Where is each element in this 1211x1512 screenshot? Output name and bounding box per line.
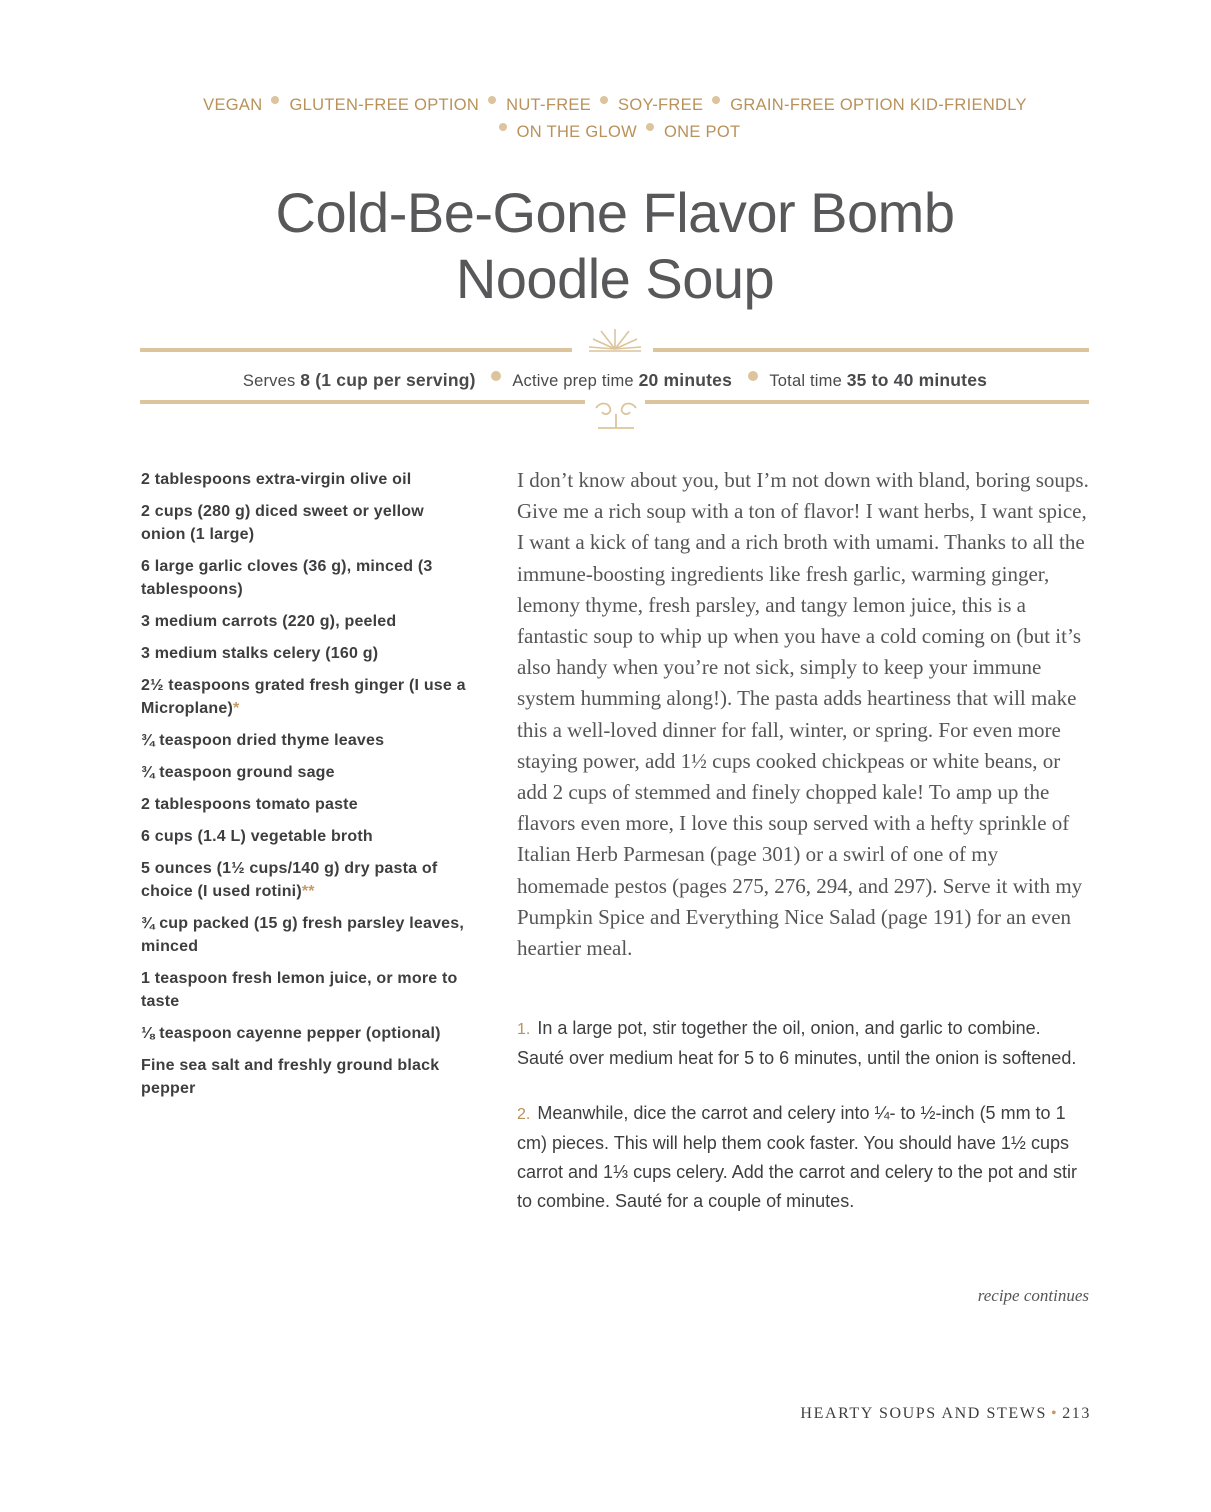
- step-item: [517, 1014, 1092, 1073]
- top-rule-right: [653, 348, 1089, 352]
- top-rule-left: [140, 348, 572, 352]
- recipe-title: [140, 180, 1090, 312]
- swirl-ornament-icon: [590, 400, 642, 434]
- recipe-continues: recipe continues: [977, 1286, 1089, 1305]
- page-number: 213: [1062, 1405, 1091, 1422]
- tag-vegan: VEGAN: [203, 96, 263, 114]
- step-text: Meanwhile, dice the carrot and celery into ¼- to ½-inch (5 mm to 1 cm) pieces. This will help them cook faster. You should have 1½ cups carrot and 1⅓ cups celery. Add the carrot and celery to the pot and stir to combine. Sauté for a couple of minutes.: [517, 1103, 1077, 1211]
- ingredient-text: Fine sea salt and freshly ground black pepper: [141, 1057, 440, 1097]
- footnote-mark: *: [233, 700, 240, 717]
- tag-nut-free: NUT-FREE: [506, 96, 592, 114]
- title-line-2: Noodle Soup: [455, 247, 775, 310]
- recipe-intro: I don’t know about you, but I’m not down with bland, boring soups. Give me a rich soup with a ton of flavor! I want herbs, I want spice, I want a kick of tang and a rich broth with umami. Thanks to all the immune-boosting ingredients like fresh garlic, warming ginger, lemony thyme, fresh parsley, and tangy lemon juice, this is a fantastic soup to whip up when you have a cold coming on (but it’s also handy when you’re not sick, simply to keep your immune system humming along!). The pasta adds heartiness that will make this a well-loved dinner for fall, winter, or spring. For even more staying power, add 1½ cups cooked chickpeas or white beans, or add 2 cups of stemmed and finely chopped kale! To amp up the flavors even more, I love this soup served with a hefty sprinkle of Italian Herb Parmesan (page 301) or a swirl of one of my homemade pestos (pages 275, 276, 294, and 297). Serve it with my Pumpkin Spice and Everything Nice Salad (page 191) for an even heartier meal.: [517, 468, 1089, 961]
- ingredient-text: ¾ teaspoon ground sage: [141, 764, 335, 781]
- bottom-rule-left: [140, 400, 585, 404]
- step-number: 1.: [517, 1021, 531, 1038]
- step-number: 2.: [517, 1106, 531, 1123]
- ingredient-item: [141, 1054, 471, 1100]
- ingredient-text: ⅛ teaspoon cayenne pepper (optional): [141, 1025, 441, 1042]
- ingredient-text: ¾ cup packed (15 g) fresh parsley leaves, minced: [141, 915, 465, 955]
- ingredient-item: [141, 555, 471, 601]
- prep-time-label: Active prep time: [512, 372, 634, 390]
- ingredient-text: 1 teaspoon fresh lemon juice, or more to taste: [141, 970, 458, 1010]
- ingredient-text: 5 ounces (1½ cups/140 g) dry pasta of choice (I used rotini): [141, 860, 438, 900]
- ingredient-text: ¾ teaspoon dried thyme leaves: [141, 732, 385, 749]
- ingredient-text: 2 tablespoons extra-virgin olive oil: [141, 471, 412, 488]
- recipe-meta: [140, 370, 1090, 391]
- tag-separator-dot: [499, 123, 507, 131]
- ingredient-item: [141, 793, 471, 816]
- tag-separator-dot: [488, 96, 496, 104]
- meta-separator-dot: [748, 371, 758, 381]
- step-item: [517, 1099, 1092, 1216]
- tag-separator-dot: [600, 96, 608, 104]
- ingredient-text: 2½ teaspoons grated fresh ginger (I use a Microplane): [141, 677, 466, 717]
- recipe-tags: [200, 92, 1030, 146]
- ingredient-text: 3 medium stalks celery (160 g): [141, 645, 379, 662]
- tag-one-pot: ONE POT: [663, 123, 741, 141]
- ingredient-item: [141, 729, 471, 752]
- ingredient-item: [141, 468, 471, 491]
- footer-separator-dot: •: [1050, 1405, 1059, 1422]
- title-line-1: Cold-Be-Gone Flavor Bomb: [275, 181, 955, 244]
- ingredient-text: 6 cups (1.4 L) vegetable broth: [141, 828, 373, 845]
- footnote-mark: **: [301, 883, 315, 900]
- ingredient-text: 6 large garlic cloves (36 g), minced (3 tablespoons): [141, 558, 433, 598]
- tag-grain-free-kid-friendly: GRAIN-FREE OPTION KID-FRIENDLY: [730, 96, 1027, 114]
- ingredient-text: 2 tablespoons tomato paste: [141, 796, 358, 813]
- tag-soy-free: SOY-FREE: [618, 96, 704, 114]
- meta-separator-dot: [491, 371, 501, 381]
- bottom-rule-right: [645, 400, 1089, 404]
- ingredients-list: [141, 468, 471, 1109]
- total-time-value: 35 to 40 minutes: [846, 370, 988, 390]
- ingredient-item: [141, 610, 471, 633]
- serves-label: Serves: [242, 372, 296, 390]
- total-time-label: Total time: [769, 372, 842, 390]
- ingredient-item: [141, 674, 471, 720]
- ingredient-item: [141, 761, 471, 784]
- recipe-steps: [517, 1014, 1092, 1242]
- ingredient-item: [141, 642, 471, 665]
- footer-section: HEARTY SOUPS AND STEWS: [800, 1405, 1047, 1422]
- tag-separator-dot: [712, 96, 720, 104]
- ingredient-item: [141, 1022, 471, 1045]
- ingredient-item: [141, 825, 471, 848]
- ingredient-item: [141, 912, 471, 958]
- sunburst-ornament-icon: [585, 325, 645, 355]
- step-text: In a large pot, stir together the oil, onion, and garlic to combine. Sauté over medium heat for 5 to 6 minutes, until the onion is softened.: [517, 1018, 1077, 1068]
- ingredient-text: 3 medium carrots (220 g), peeled: [141, 613, 397, 630]
- prep-time-value: 20 minutes: [638, 370, 733, 390]
- tag-gluten-free: GLUTEN-FREE OPTION: [289, 96, 480, 114]
- serves-value: 8 (1 cup per serving): [300, 370, 476, 390]
- tag-separator-dot: [271, 96, 279, 104]
- tag-separator-dot: [646, 123, 654, 131]
- tag-on-the-glow: ON THE GLOW: [516, 123, 637, 141]
- page-footer: [800, 1405, 1091, 1423]
- ingredient-item: [141, 857, 471, 903]
- ingredient-text: 2 cups (280 g) diced sweet or yellow onion (1 large): [141, 503, 424, 543]
- ingredient-item: [141, 967, 471, 1013]
- ingredient-item: [141, 500, 471, 546]
